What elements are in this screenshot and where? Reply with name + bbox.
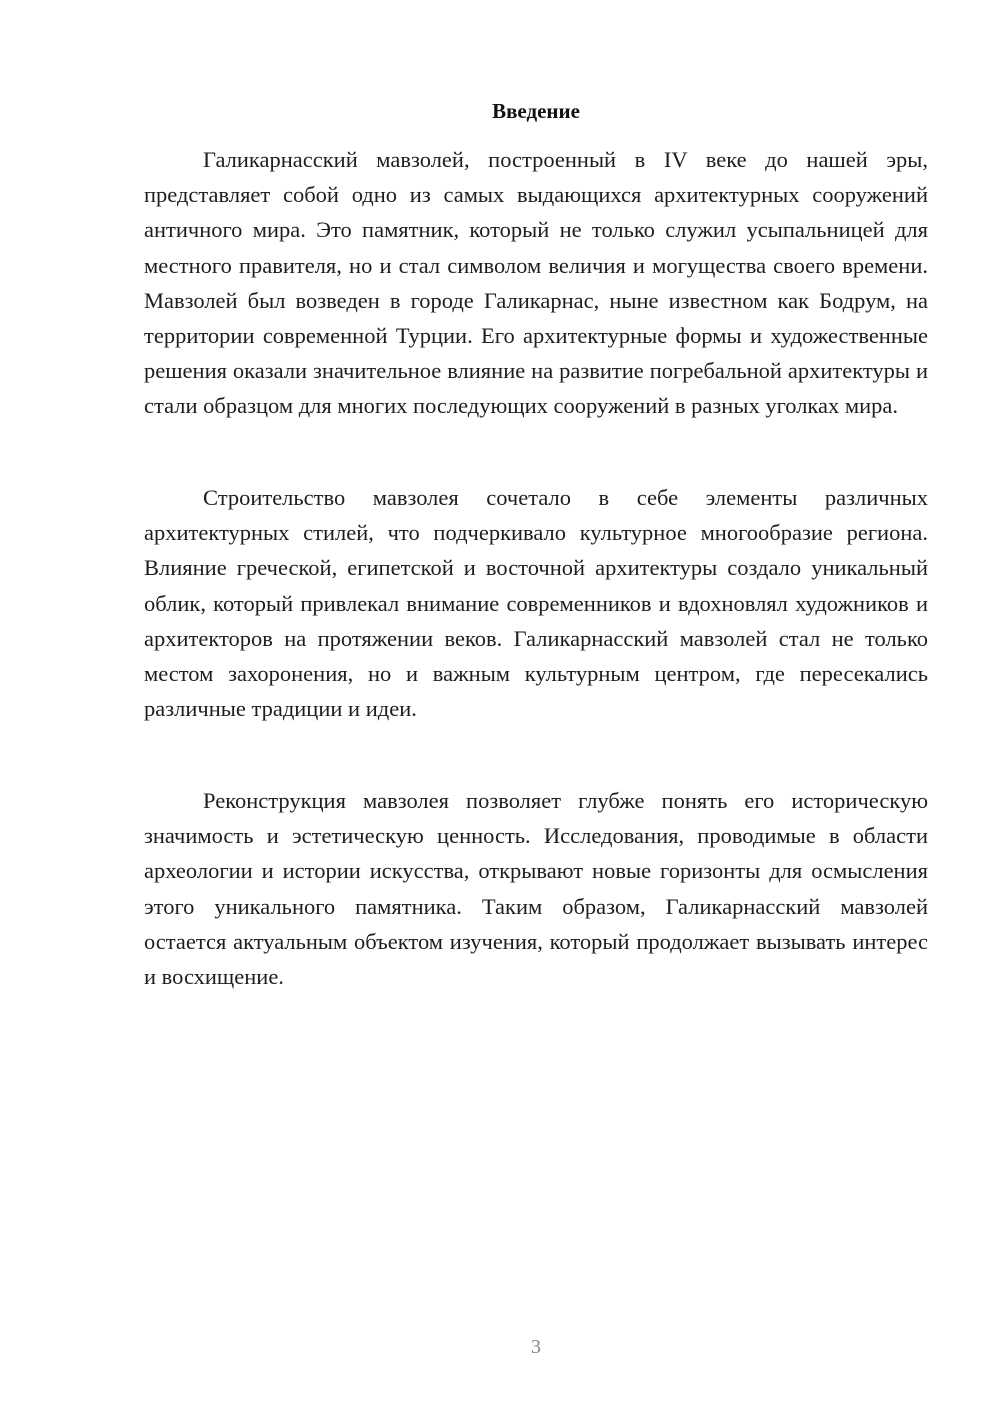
- paragraph-2: Строительство мавзолея сочетало в себе элементы различных архитектурных стилей, что подчеркивало культурное многообразие региона. Влияние греческой, египетской и восточной архитектуры создало уникальный облик, который привлекал внимание современников и вдохновлял художников и архитекторов на протяжении веков. Галикарнасский мавзолей стал не только местом захоронения, но и важным культурным центром, где пересекались различные традиции и идеи.: [144, 485, 928, 722]
- paragraph-3: Реконструкция мавзолея позволяет глубже понять его историческую значимость и эстетическую ценность. Исследования, проводимые в области археологии и истории искусства, открывают новые горизонты для осмысления этого уникального памятника. Таким образом, Галикарнасский мавзолей остается актуальным объектом изучения, который продолжает вызывать интерес и восхищение.: [144, 788, 928, 990]
- paragraph-1: Галикарнасский мавзолей, построенный в IV веке до нашей эры, представляет собой одно из самых выдающихся архитектурных сооружений античного мира. Это памятник, который не только служил усыпальницей для местного правителя, но и стал символом величия и могущества своего времени. Мавзолей был возведен в городе Галикарнас, ныне известном как Бодрум, на территории современной Турции. Его архитектурные формы и художественные решения оказали значительное влияние на развитие погребальной архитектуры и стали образцом для многих последующих сооружений в разных уголках мира.: [144, 147, 928, 419]
- section-heading: Введение: [492, 99, 580, 123]
- page-number: 3: [531, 1336, 541, 1358]
